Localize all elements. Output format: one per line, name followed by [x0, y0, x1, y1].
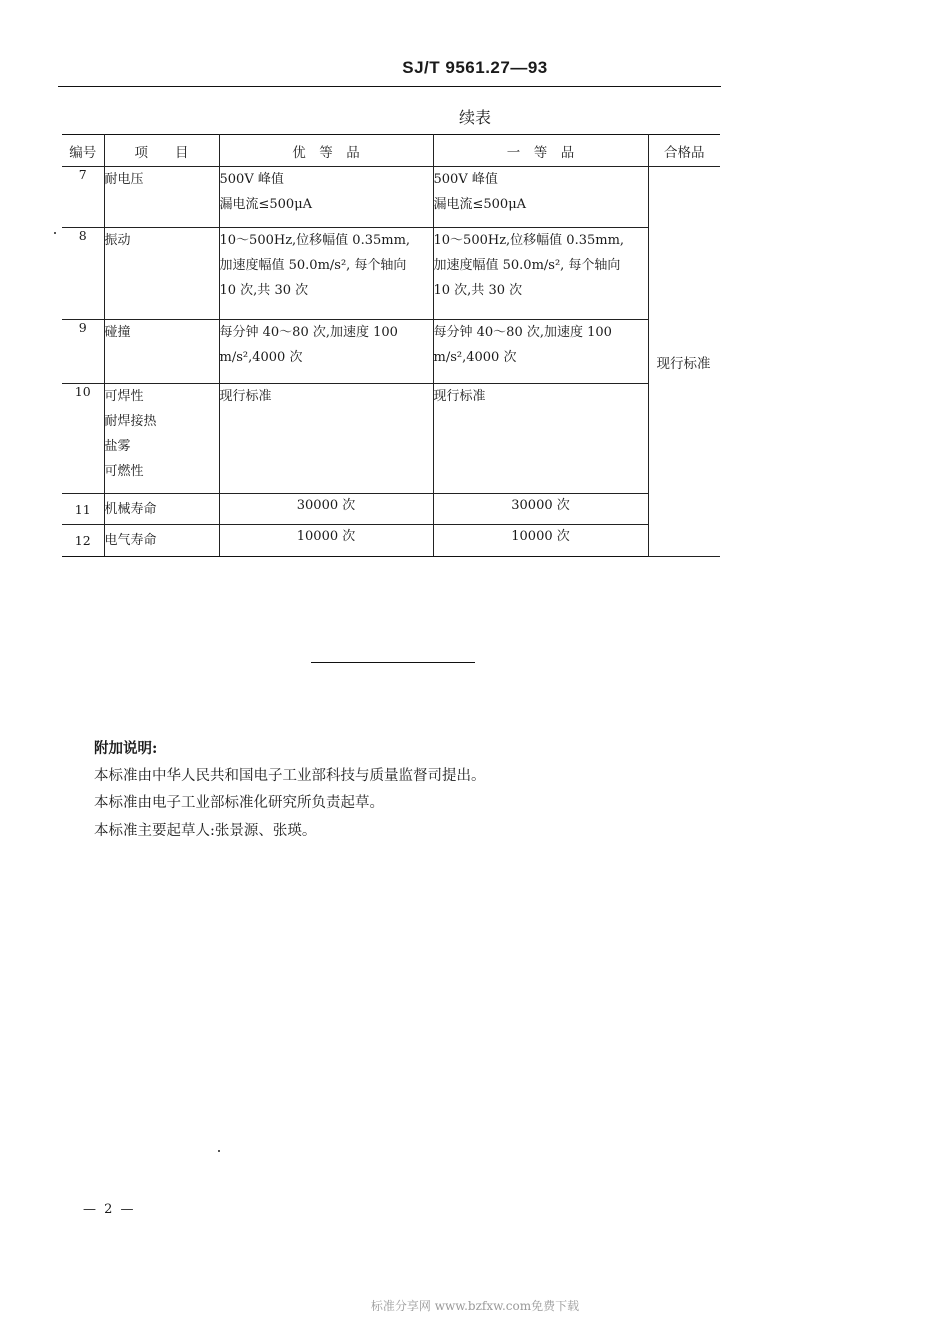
page-number: — 2 — — [83, 1202, 136, 1217]
row-premium-value: 每分钟 40～80 次,加速度 100 m/s²,4000 次 — [219, 320, 433, 384]
table-row — [62, 384, 720, 494]
end-of-standard-rule — [311, 662, 475, 663]
additional-notes — [94, 735, 486, 845]
scan-speck — [218, 1150, 220, 1152]
document-code: SJ/T 9561.27—93 — [402, 58, 548, 77]
row-item: 机械寿命 — [104, 494, 219, 525]
table-caption: 续表 — [458, 108, 491, 127]
row-first-grade-value: 500V 峰值 漏电流≤500μA — [433, 167, 648, 228]
notes-line: 本标准由电子工业部标准化研究所负责起草。 — [94, 795, 384, 811]
scan-speck — [54, 232, 56, 234]
header-rule — [58, 86, 721, 87]
row-first-grade-value: 10～500Hz,位移幅值 0.35mm, 加速度幅值 50.0m/s², 每个轴向 10 次,共 30 次 — [433, 228, 648, 320]
table-row — [62, 525, 720, 557]
column-header-first-grade: 一 等 品 — [433, 135, 648, 167]
row-premium-value: 10～500Hz,位移幅值 0.35mm, 加速度幅值 50.0m/s², 每个轴向 10 次,共 30 次 — [219, 228, 433, 320]
row-premium-value: 10000 次 — [219, 525, 433, 557]
row-item: 耐电压 — [104, 167, 219, 228]
row-first-grade-value: 每分钟 40～80 次,加速度 100 m/s²,4000 次 — [433, 320, 648, 384]
table-row — [62, 320, 720, 384]
row-item: 振动 — [104, 228, 219, 320]
row-number: 9 — [62, 320, 104, 384]
row-item: 电气寿命 — [104, 525, 219, 557]
table-header-row — [62, 135, 720, 167]
column-header-number: 编号 — [62, 135, 104, 167]
row-number: 12 — [62, 525, 104, 557]
notes-heading: 附加说明: — [94, 740, 158, 757]
table-row — [62, 228, 720, 320]
column-header-qualified: 合格品 — [648, 135, 720, 167]
row-number: 8 — [62, 228, 104, 320]
row-first-grade-value: 10000 次 — [433, 525, 648, 557]
column-header-premium: 优 等 品 — [219, 135, 433, 167]
table-row — [62, 167, 720, 228]
row-number: 11 — [62, 494, 104, 525]
row-item: 可焊性 耐焊接热 盐雾 可燃性 — [104, 384, 219, 494]
column-header-item: 项 目 — [104, 135, 219, 167]
row-premium-value: 30000 次 — [219, 494, 433, 525]
notes-line: 本标准由中华人民共和国电子工业部科技与质量监督司提出。 — [94, 767, 486, 784]
watermark-footer: 标准分享网 www.bzfxw.com免费下载 — [370, 1299, 580, 1313]
spec-table — [62, 134, 720, 557]
qualified-merged-cell: 现行标准 — [648, 167, 720, 557]
row-item: 碰撞 — [104, 320, 219, 384]
row-number: 10 — [62, 384, 104, 494]
row-first-grade-value: 30000 次 — [433, 494, 648, 525]
row-premium-value: 现行标准 — [219, 384, 433, 494]
row-first-grade-value: 现行标准 — [433, 384, 648, 494]
notes-line: 本标准主要起草人:张景源、张瑛。 — [94, 822, 317, 839]
row-premium-value: 500V 峰值 漏电流≤500μA — [219, 167, 433, 228]
row-number: 7 — [62, 167, 104, 228]
table-row — [62, 494, 720, 525]
